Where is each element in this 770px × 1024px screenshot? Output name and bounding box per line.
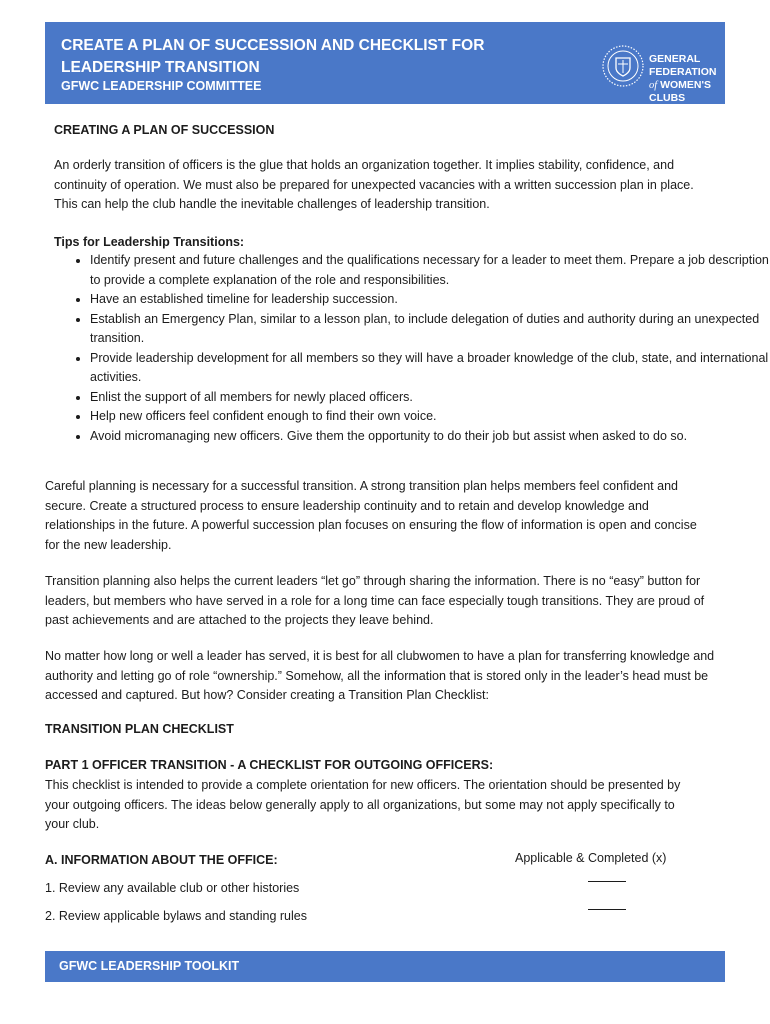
checklist-blank-2[interactable] — [588, 909, 626, 910]
section-heading-succession: CREATING A PLAN OF SUCCESSION — [54, 123, 275, 137]
document-title: CREATE A PLAN OF SUCCESSION AND CHECKLIST FOR LEADERSHIP TRANSITION — [61, 37, 485, 76]
applicable-completed-label: Applicable & Completed (x) — [515, 851, 667, 865]
list-item: • Provide leadership development for all members so they will have a broader knowledge of the club, state, and international activities. — [90, 349, 770, 388]
intro-paragraph: An orderly transition of officers is the glue that holds an organization together. It implies stability, confidence, and continuity of operation. We must also be prepared for unexpected vacancies with a written succession plan in place. This can help the club handle the inevitable challenges of leadership transition. — [54, 158, 694, 211]
part1-heading: PART 1 OFFICER TRANSITION - A CHECKLIST FOR OUTGOING OFFICERS: — [45, 758, 494, 772]
part1-paragraph: This checklist is intended to provide a complete orientation for new officers. The orientation should be presented by your outgoing officers. The ideas below generally apply to all organizations, but some may not apply specifically to your club. — [45, 778, 681, 831]
tips-list — [54, 251, 770, 446]
list-item: • Enlist the support of all members for newly placed officers. — [90, 388, 770, 408]
transition-paragraph: Transition planning also helps the current leaders “let go” through sharing the information. There is no “easy” button for leaders, but members who have served in a role for a long time can face especially tough transitions. They are proud of past achievements and are attached to the projects they leave behind. — [45, 574, 705, 627]
list-item: • Have an established timeline for leadership succession. — [90, 290, 770, 310]
list-item: • Identify present and future challenges and the qualifications necessary for a leader to meet them. Prepare a job description to provide a complete explanation of the role and responsibilities. — [90, 251, 770, 290]
list-item: • Help new officers feel confident enough to find their own voice. — [90, 407, 770, 427]
list-item: • Establish an Emergency Plan, similar to a lesson plan, to include delegation of duties and authority during an unexpected transition. — [90, 310, 770, 349]
tips-heading: Tips for Leadership Transitions: — [54, 235, 245, 249]
footer-banner — [45, 951, 725, 982]
checklist-blank-1[interactable] — [588, 881, 626, 882]
committee-subtitle: GFWC LEADERSHIP COMMITTEE — [61, 79, 262, 93]
section-heading-checklist: TRANSITION PLAN CHECKLIST — [45, 722, 234, 736]
org-name: GENERAL FEDERATION of WOMEN'S CLUBS — [649, 53, 717, 104]
planning-paragraph: Careful planning is necessary for a successful transition. A strong transition plan helps members feel confident and secure. Create a structured process to ensure leadership continuity and to retain and develop knowledge and relationships in the future. A powerful succession plan focuses on ensuring the flow of information is open and concise for the new leadership. — [45, 479, 697, 552]
footer-label: GFWC LEADERSHIP TOOLKIT — [59, 959, 240, 973]
subsection-a-heading: A. INFORMATION ABOUT THE OFFICE: — [45, 853, 278, 867]
checklist-item-1: 1. Review any available club or other histories — [45, 881, 300, 895]
list-item: • Avoid micromanaging new officers. Give them the opportunity to do their job but assist when asked to do so. — [90, 427, 770, 447]
gfwc-seal-icon — [601, 44, 645, 88]
header-banner — [45, 22, 725, 104]
checklist-item-2: 2. Review applicable bylaws and standing rules — [45, 909, 307, 923]
ownership-paragraph: No matter how long or well a leader has served, it is best for all clubwomen to have a plan for transferring knowledge and authority and letting go of role “ownership.” Somehow, all the information that is stored only in the leader’s head must be accessed and captured. But how? Consider creating a Transition Plan Checklist: — [45, 649, 715, 702]
